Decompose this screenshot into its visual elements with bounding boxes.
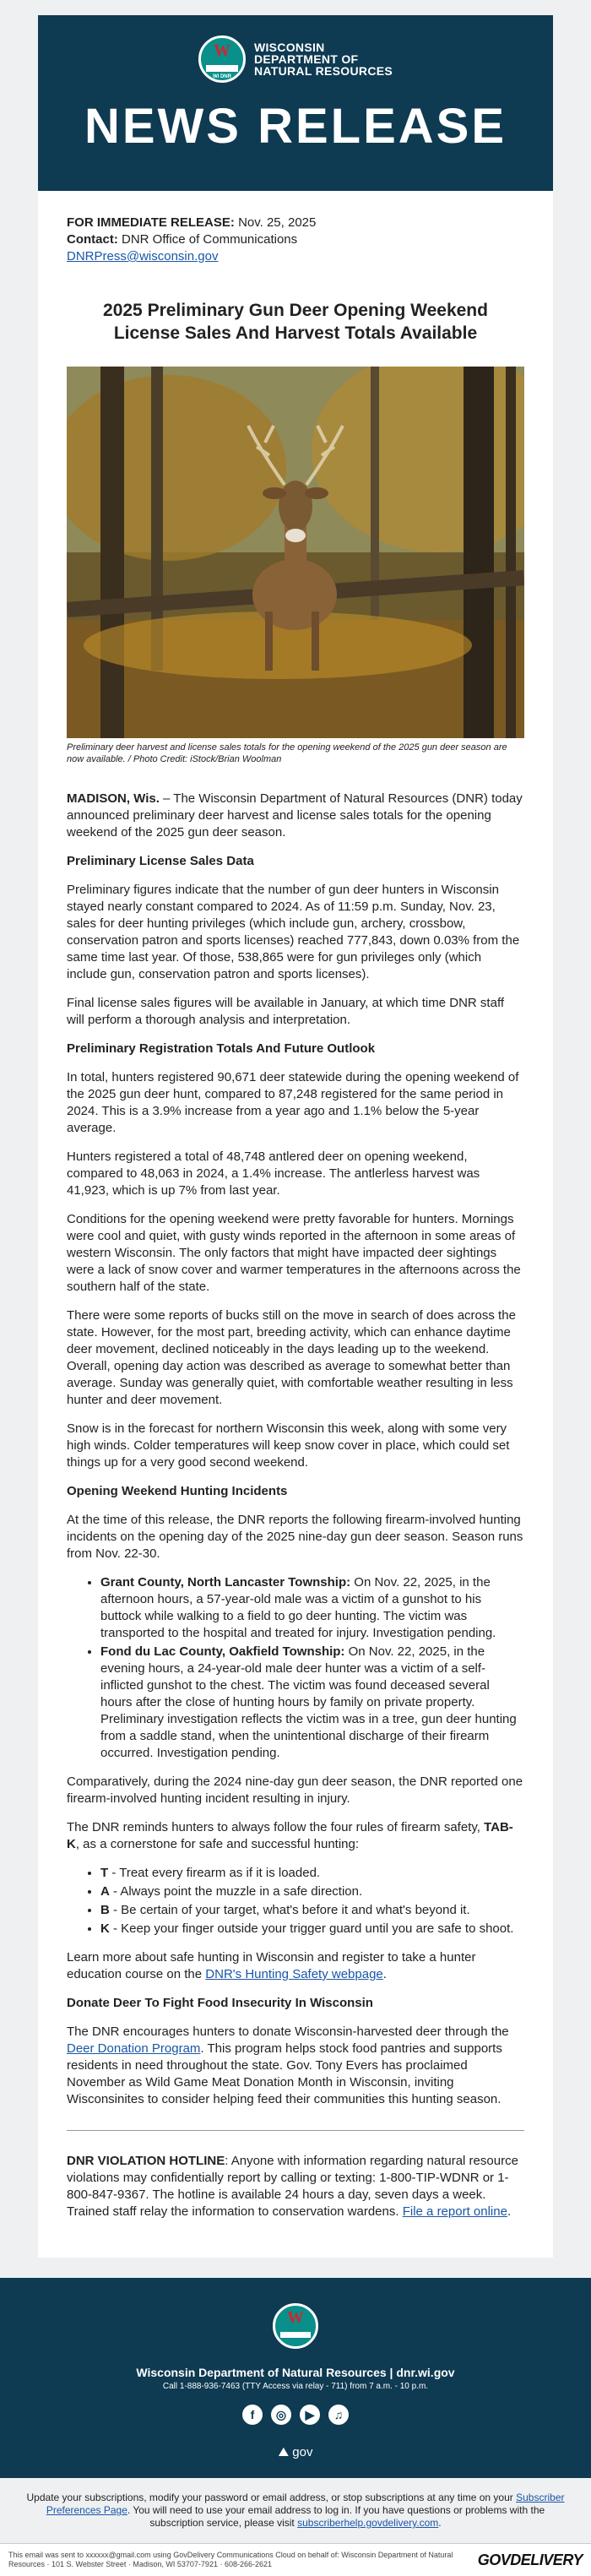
list-item: • Fond du Lac County, Oakfield Township: On Nov. 22, 2025, in the evening hours, a 24-year-old male deer hunter was a victim of a self-inflicted gunshot to the chest. The victim was found deceased several hours after the close of hunting hours by family on private property. Preliminary investigation reflects the victim was in a tree, gun deer hunting from a saddle stand, when the unintentional discharge of their firearm occurred. Investigation pending.: [100, 1644, 524, 1762]
subscriber-help-link[interactable]: subscriberhelp.govdelivery.com: [297, 2517, 439, 2529]
tabk-paragraph: The DNR reminds hunters to always follow the four rules of firearm safety, TAB-K, as a cornerstone for safe and successful hunting:: [67, 1820, 513, 1851]
dnr-logo: [38, 15, 553, 83]
sender-info: This email was sent to xxxxxx@gmail.com using GovDelivery Communications Cloud on behalf of: Wisconsin Department of Natural Resources · 101 S. Webster Street · Madison, WI 53707-7921 · 608-266-2621: [8, 2551, 453, 2568]
email-container: [38, 0, 553, 2258]
sender-info-bar: [0, 2543, 591, 2576]
list-item: • A - Always point the muzzle in a safe direction.: [100, 1883, 524, 1900]
footer-org: Wisconsin Department of Natural Resources | dnr.wi.gov: [136, 2366, 455, 2379]
dnr-logo-text: WISCONSIN DEPARTMENT OF NATURAL RESOURCES: [253, 41, 393, 78]
govdelivery-logo: GOVDELIVERY: [477, 2551, 583, 2568]
incidents-paragraph-2: Comparatively, during the 2024 nine-day gun deer season, the DNR reported one firearm-involved hunting incident resulting in injury.: [67, 1774, 523, 1806]
article-body: [38, 191, 553, 2258]
heading-license-sales: Preliminary License Sales Data: [67, 854, 254, 868]
registration-paragraph-5: Snow is in the forecast for northern Wisconsin this week, along with some very high winds. Colder temperatures will keep snow cover in place, which could set things up for a very good second weekend.: [67, 1421, 510, 1470]
incident-list: [67, 1574, 524, 1762]
instagram-icon[interactable]: ◎: [271, 2405, 291, 2425]
hunting-safety-link[interactable]: DNR's Hunting Safety webpage: [205, 1967, 383, 1981]
photo-caption: Preliminary deer harvest and license sales totals for the opening weekend of the 2025 gun deer season are now available. / Photo Credit: iStock/Brian Woolman: [67, 742, 507, 764]
heading-registration: Preliminary Registration Totals And Future Outlook: [67, 1041, 376, 1056]
list-item: • B - Be certain of your target, what's before it and what's beyond it.: [100, 1902, 524, 1919]
heading-donate: Donate Deer To Fight Food Insecurity In Wisconsin: [67, 1996, 373, 2010]
tabk-list: [67, 1865, 524, 1937]
donate-paragraph: The DNR encourages hunters to donate Wisconsin-harvested deer through the Deer Donation Program. This program helps stock food pantries and supports residents in need throughout the state. Gov. Tony Evers has proclaimed November as Wild Game Meat Donation Month in Wisconsin, inviting Wisconsinites to consider helping feed their communities this hunting season.: [67, 2024, 509, 2106]
contact-email-link[interactable]: DNRPress@wisconsin.gov: [67, 249, 219, 264]
deer-photo: [67, 367, 524, 738]
registration-paragraph-2: Hunters registered a total of 48,748 antlered deer on opening weekend, compared to 48,063 in 2024, a 1.4% increase. The antlerless harvest was 41,923, which is up 7% from last year.: [67, 1149, 480, 1198]
facebook-icon[interactable]: f: [242, 2405, 263, 2425]
deer-donation-link[interactable]: Deer Donation Program: [67, 2041, 201, 2056]
divider: [67, 2130, 524, 2131]
registration-paragraph-1: In total, hunters registered 90,671 deer statewide during the opening weekend of the 2025 gun deer hunt, compared to 87,248 registered for the same period in 2024. This is a 3.9% increase from a year ago and 1.1% below the 5-year average.: [67, 1070, 519, 1135]
intro-paragraph: MADISON, Wis. – The Wisconsin Department of Natural Resources (DNR) today announced preliminary deer harvest and license sales totals for the opening weekend of the 2025 gun deer season.: [67, 791, 523, 840]
youtube-icon[interactable]: ▶: [300, 2405, 320, 2425]
incidents-paragraph-1: At the time of this release, the DNR reports the following firearm-involved hunting incidents on the opening day of the 2025 nine-day gun deer season. Season runs from Nov. 22-30.: [67, 1513, 523, 1561]
news-release-title: NEWS RELEASE: [84, 99, 507, 154]
registration-paragraph-3: Conditions for the opening weekend were pretty favorable for hunters. Mornings were cool and quiet, with gusty winds reported in the afternoon in some areas of western Wisconsin. The only factors that might have impacted deer sightings were a lack of snow cover and warmer temperatures in the afternoons across the southern half of the state.: [67, 1212, 521, 1294]
dnr-seal-icon: W WI DNR: [198, 35, 246, 83]
subscriber-preferences-link[interactable]: Subscriber Preferences Page: [46, 2492, 565, 2516]
footer: [0, 2278, 591, 2478]
heading-incidents: Opening Weekend Hunting Incidents: [67, 1484, 288, 1498]
dnr-seal-icon: W: [273, 2303, 318, 2349]
license-paragraph-2: Final license sales figures will be available in January, at which time DNR staff will perform a thorough analysis and interpretation.: [67, 996, 505, 1027]
header-banner: [38, 15, 553, 191]
article-title: 2025 Preliminary Gun Deer Opening Weekend License Sales And Harvest Totals Available: [103, 301, 488, 343]
subscription-notice: Update your subscriptions, modify your password or email address, or stop subscriptions at any time on your Subscriber Preferences Page. You will need to use your email address to log in. If you have questions or problems with the subscription service, please visit subscriberhelp.govdelivery.com.: [26, 2492, 565, 2529]
learn-paragraph: Learn more about safe hunting in Wisconsin and register to take a hunter education course on the DNR's Hunting Safety webpage.: [67, 1950, 476, 1981]
license-paragraph-1: Preliminary figures indicate that the number of gun deer hunters in Wisconsin stayed nearly constant compared to 2024. As of 11:59 p.m. Sunday, Nov. 23, sales for deer hunting privileges (which include gun, archery, crossbow, conservation patron and sports licenses) reached 777,843, down 0.03% from the same time last year. Of those, 538,865 were for gun privileges only (which include gun, conservation patron and sports licenses).: [67, 883, 520, 981]
list-item: • Grant County, North Lancaster Township: On Nov. 22, 2025, in the afternoon hours, a 57-year-old male was a victim of a gunshot to his buttock while walking to a field to go deer hunting. The victim was transported to the hospital and treated for injury. Investigation pending.: [100, 1574, 524, 1642]
list-item: • K - Keep your finger outside your trigger guard until you are safe to shoot.: [100, 1921, 524, 1937]
footer-call: Call 1-888-936-7463 (TTY Access via relay - 711) from 7 a.m. - 10 p.m.: [162, 2382, 429, 2391]
release-meta: FOR IMMEDIATE RELEASE: Nov. 25, 2025 Contact: DNR Office of Communications DNRPress@wisconsin.gov: [67, 215, 317, 264]
list-item: • T - Treat every firearm as if it is loaded.: [100, 1865, 524, 1882]
file-report-link[interactable]: File a report online: [402, 2204, 507, 2219]
registration-paragraph-4: There were some reports of bucks still on the move in search of does across the state. However, for the most part, breeding activity, which can enhance daytime deer movement, declined noticeably in the days leading up to the weekend. Overall, opening day action was described as average to somewhat better than average. Sunday was generally quiet, with comfortable weather resulting in less hunter and deer movement.: [67, 1308, 516, 1407]
violation-hotline: DNR VIOLATION HOTLINE: Anyone with information regarding natural resource violations may confidentially report by calling or texting: 1-800-TIP-WDNR or 1-800-847-9367. The hotline is available 24 hours a day, seven days a week. Trained staff relay the information to conservation wardens. File a report online.: [67, 2154, 518, 2219]
social-links: [0, 2405, 591, 2425]
wi-gov-logo: ⛰ gov: [278, 2445, 313, 2459]
podcast-icon[interactable]: ♫: [328, 2405, 349, 2425]
